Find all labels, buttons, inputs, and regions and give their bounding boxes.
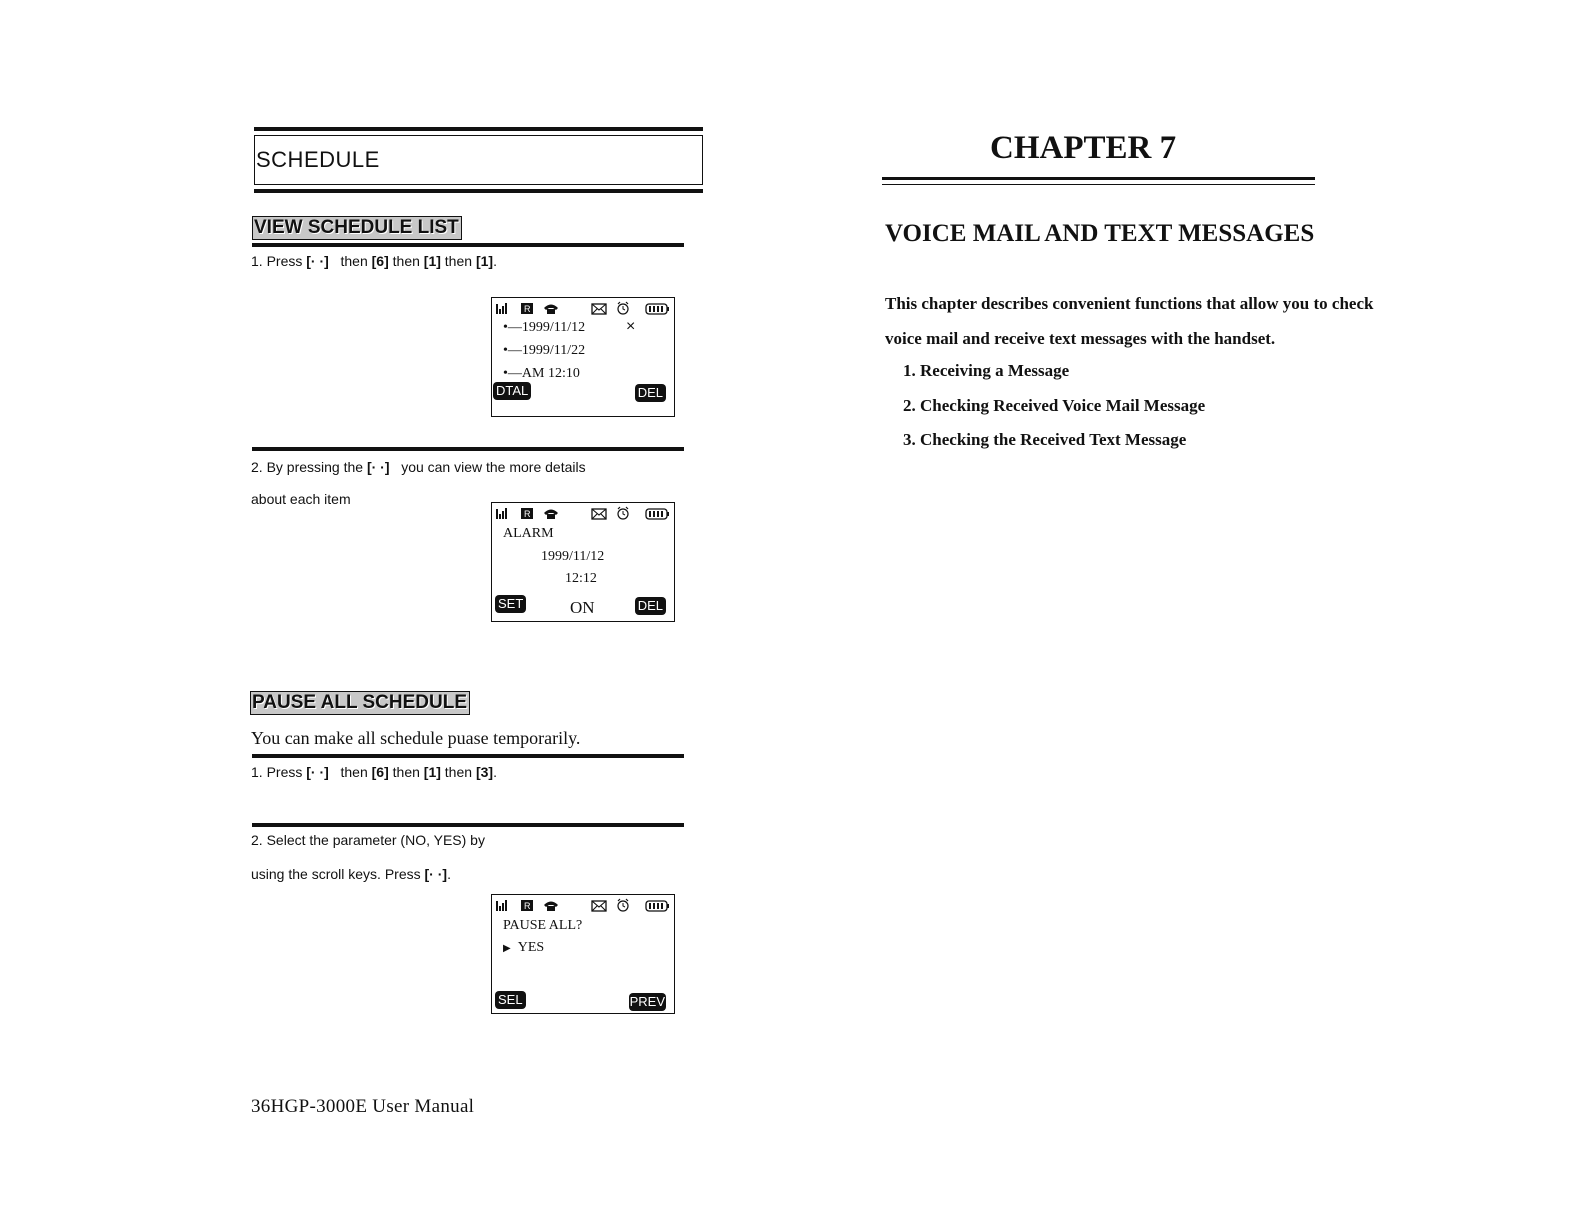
alarm-time: 12:12 [565, 571, 597, 586]
roaming-icon [521, 900, 533, 911]
key-icon: •— [503, 320, 522, 335]
alarm-icon [618, 899, 628, 911]
status-bar [494, 505, 672, 523]
chapter-rule-thin [882, 184, 1315, 185]
detail-softkey[interactable]: DTAL [493, 382, 531, 400]
schedule-header-box [254, 127, 703, 193]
signal-icon [496, 900, 507, 911]
key-icon: •— [503, 343, 522, 358]
intro-line-2: voice mail and receive text messages with the handset. [885, 329, 1276, 348]
alarm-icon [618, 507, 628, 519]
envelope-icon [592, 509, 606, 519]
status-bar [494, 897, 672, 915]
page-footer: 36HGP-3000E User Manual [251, 1096, 475, 1117]
pause-all-schedule-heading: PAUSE ALL SCHEDULE [250, 691, 470, 715]
battery-icon [646, 901, 669, 911]
status-bar [494, 300, 672, 318]
alarm-label: ALARM [503, 526, 554, 541]
intro-line-1: This chapter describes convenient functions that allow you to check [885, 294, 1374, 313]
toc-item-3: 3. Checking the Received Text Message [903, 430, 1187, 449]
envelope-icon [592, 901, 606, 911]
chapter-heading: CHAPTER 7 [990, 130, 1177, 166]
arrow-right-icon: ▶ [503, 943, 511, 954]
alarm-icon [618, 302, 628, 314]
chapter-rule [882, 177, 1315, 180]
roaming-icon [521, 303, 533, 314]
alarm-date: 1999/11/12 [541, 549, 605, 564]
pause-step-1: 1. Press [· ·] then [6] then [1] then [3]. [251, 764, 497, 780]
phone-screen-alarm-detail [491, 502, 675, 622]
signal-icon [496, 508, 507, 519]
chapter-title: VOICE MAIL AND TEXT MESSAGES [885, 220, 1315, 247]
pause-option-selected[interactable]: ▶ YES [503, 940, 545, 955]
toc-item-2: 2. Checking Received Voice Mail Message [903, 396, 1206, 415]
pause-step-2-continued: using the scroll keys. Press [· ·]. [251, 866, 451, 882]
toc-item-1: 1. Receiving a Message [903, 361, 1070, 380]
delete-softkey[interactable]: DEL [635, 597, 666, 615]
battery-icon [646, 304, 669, 314]
svg-text:R: R [524, 509, 531, 519]
schedule-entry-2: •—1999/11/22 [503, 343, 586, 358]
section-rule [252, 823, 684, 827]
pause-intro: You can make all schedule puase temporarily. [251, 728, 581, 748]
battery-icon [646, 509, 669, 519]
phone-icon [544, 510, 558, 520]
alarm-state: ON [570, 598, 595, 617]
page-title: SCHEDULE [256, 147, 380, 172]
schedule-entry-3: •—AM 12:10 [503, 366, 580, 381]
signal-icon [496, 303, 507, 314]
previous-softkey[interactable]: PREV [629, 994, 665, 1009]
phone-screen-pause-all [491, 894, 675, 1014]
view-step-2: 2. By pressing the [· ·] you can view the more details [251, 459, 586, 475]
view-step-2-continued: about each item [251, 491, 351, 507]
view-schedule-list-heading: VIEW SCHEDULE LIST [252, 216, 462, 240]
phone-screen-schedule-list [491, 297, 675, 417]
schedule-entry-1: •—1999/11/12 [503, 320, 586, 335]
close-mark-icon: × [626, 318, 636, 335]
delete-softkey[interactable]: DEL [635, 384, 666, 402]
phone-icon [544, 902, 558, 912]
set-softkey[interactable]: SET [495, 595, 526, 613]
section-rule [252, 754, 684, 758]
key-icon: •— [503, 366, 522, 381]
select-softkey[interactable]: SEL [495, 991, 526, 1009]
roaming-icon [521, 508, 533, 519]
pause-step-2: 2. Select the parameter (NO, YES) by [251, 832, 485, 848]
phone-icon [544, 305, 558, 315]
envelope-icon [592, 304, 606, 314]
svg-text:R: R [524, 304, 531, 314]
pause-all-prompt: PAUSE ALL? [503, 918, 583, 933]
section-rule [252, 447, 684, 451]
section-rule [252, 243, 684, 247]
view-step-1: 1. Press [· ·] then [6] then [1] then [1]. [251, 253, 497, 269]
svg-text:R: R [524, 901, 531, 911]
